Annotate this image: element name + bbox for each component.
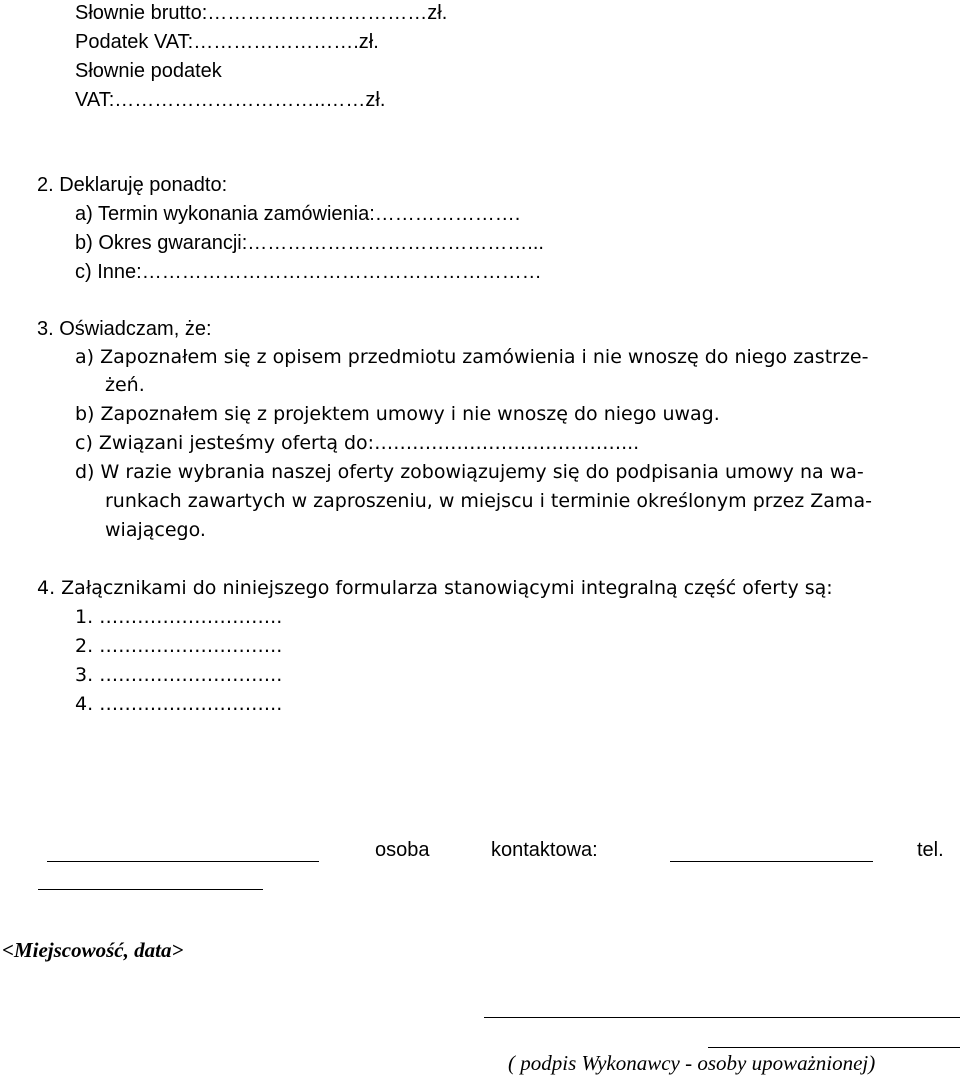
attachment-item: 1. ……………………….. [75,606,283,628]
contact-person-label-2: kontaktowa: [491,839,598,861]
statement-d-line-1: d) W razie wybrania naszej oferty zobowiązujemy się do podpisania umowy na wa- [75,461,864,483]
vat-in-words-value: VAT:…………………………..……zł. [75,89,386,111]
phone-underline [38,889,263,890]
vat-in-words-label: Słownie podatek [75,60,222,82]
contact-person-underline [670,861,873,862]
section-2-heading: 2. Deklaruję ponadto: [37,174,228,196]
other: c) Inne:…………………………………………………… [75,261,542,283]
place-date-label: <Miejscowość, data> [2,938,184,962]
completion-term: a) Termin wykonania zamówienia:…………………. [75,203,521,225]
attachment-item: 4. ……………………….. [75,693,283,715]
statement-a-line-2: żeń. [105,374,145,396]
signature-underline [484,1017,960,1018]
gross-in-words: Słownie brutto:……………………………zł. [75,2,448,24]
vat-amount: Podatek VAT:…………………….zł. [75,31,379,53]
statement-d-line-2: runkach zawartych w zaproszeniu, w miejscu i terminie określonym przez Zama- [105,490,872,512]
attachment-item: 3. ……………………….. [75,664,283,686]
statement-d-line-3: wiającego. [105,519,206,541]
statement-b: b) Zapoznałem się z projektem umowy i nie wnoszę do niego uwag. [75,403,720,425]
signature-label: ( podpis Wykonawcy - osoby upoważnionej) [508,1051,876,1075]
statement-c: c) Związani jesteśmy ofertą do:…………………………………... [75,432,640,454]
warranty-period: b) Okres gwarancji:……………………………………... [75,232,544,254]
place-date-underline [47,861,319,862]
phone-label: tel. [917,839,944,861]
contact-person-label-1: osoba [375,839,430,861]
signature-underline-2 [708,1047,960,1048]
statement-a-line-1: a) Zapoznałem się z opisem przedmiotu zamówienia i nie wnoszę do niego zastrze- [75,346,869,368]
section-3-heading: 3. Oświadczam, że: [37,318,212,340]
section-4-heading: 4. Załącznikami do niniejszego formularza stanowiącymi integralną część oferty są: [37,577,833,599]
attachment-item: 2. ……………………….. [75,635,283,657]
